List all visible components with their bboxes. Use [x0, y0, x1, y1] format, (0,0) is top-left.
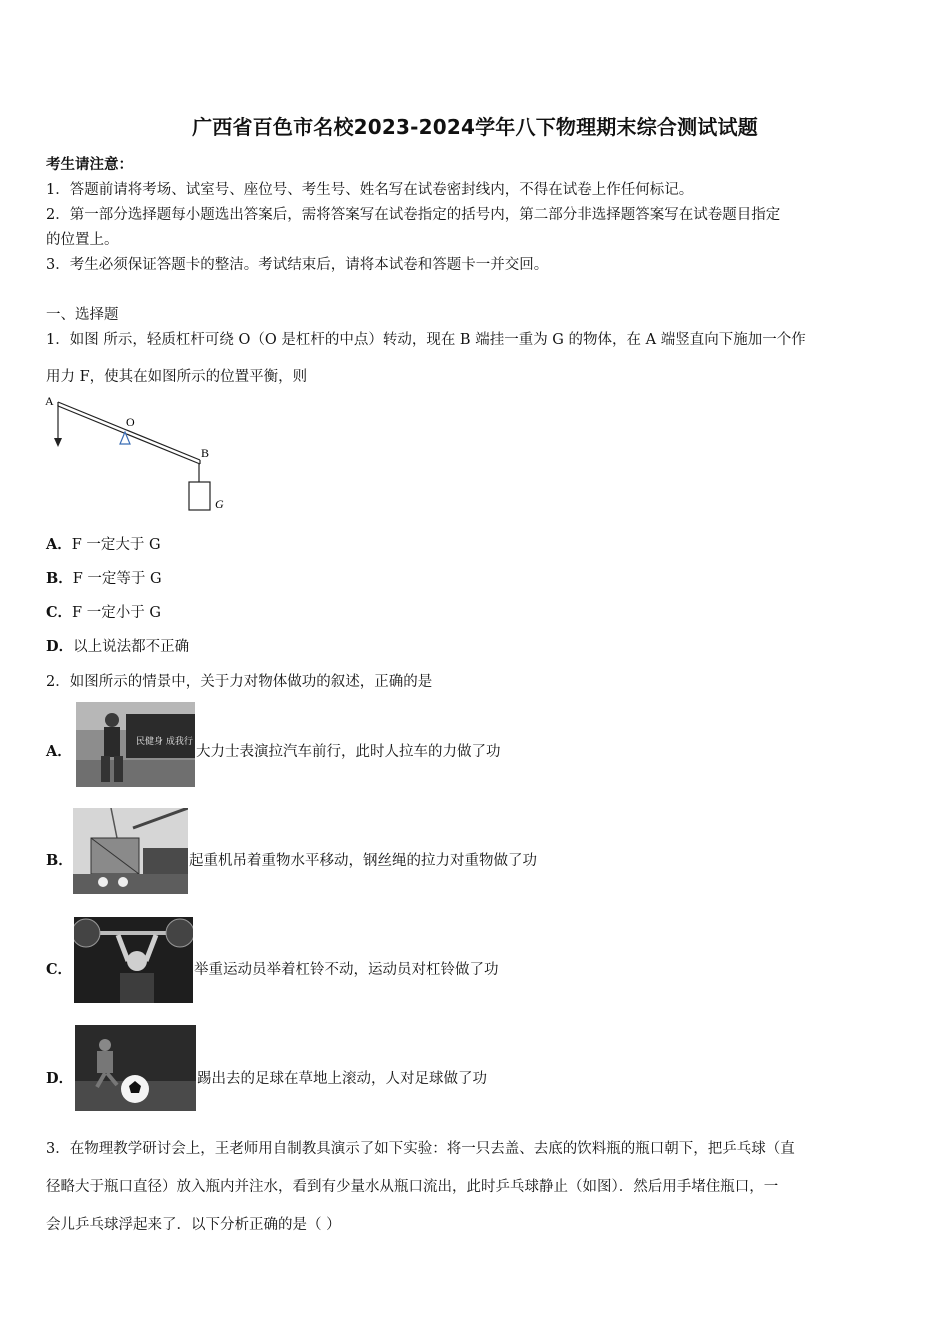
section-heading: 一、选择题 — [46, 307, 119, 323]
question-3-stem-cont: 会儿乒乓球浮起来了．以下分析正确的是（ ） — [46, 1217, 341, 1233]
lever-diagram — [40, 390, 240, 520]
notice-heading: 考生请注意： — [46, 156, 133, 173]
q2-option-c-text: 举重运动员举着杠铃不动，运动员对杠铃做了功 — [194, 962, 499, 978]
question-3-stem: 3．在物理教学研讨会上，王老师用自制教具演示了如下实验：将一只去盖、去底的饮料瓶的瓶口朝下，把乒乓球（直 — [46, 1141, 795, 1157]
weight-box — [189, 482, 210, 510]
q1-option-c: C．F 一定小于 G — [46, 604, 161, 621]
strongman-photo — [76, 702, 195, 787]
q1-option-a: A．F 一定大于 G — [46, 536, 161, 553]
q2-option-c-letter: C． — [46, 961, 73, 978]
q2-option-d-text: 踢出去的足球在草地上滚动，人对足球做了功 — [197, 1071, 487, 1087]
q2-option-d-letter: D． — [46, 1070, 74, 1087]
label-o: O — [126, 415, 135, 429]
svg-text:民健身 成我行: 民健身 成我行 — [136, 737, 193, 747]
q2-option-b-text: 起重机吊着重物水平移动，钢丝绳的拉力对重物做了功 — [189, 853, 537, 869]
question-2-stem: 2．如图所示的情景中，关于力对物体做功的叙述，正确的是 — [46, 674, 433, 690]
q2-option-b-letter: B． — [46, 852, 73, 869]
q2-option-a-text: 大力士表演拉汽车前行，此时人拉车的力做了功 — [196, 744, 501, 760]
notice-item: 3．考生必须保证答题卡的整洁。考试结束后，请将本试卷和答题卡一并交回。 — [46, 257, 549, 273]
label-b: B — [201, 446, 210, 460]
notice-item: 1．答题前请将考场、试室号、座位号、考生号、姓名写在试卷密封线内，不得在试卷上作任何标记。 — [46, 182, 694, 198]
notice-item: 的位置上。 — [46, 232, 119, 248]
force-arrow-head — [54, 438, 62, 447]
question-3-stem-cont: 径略大于瓶口直径）放入瓶内并注水，看到有少量水从瓶口流出，此时乒乓球静止（如图）．然后用手堵住瓶口，一 — [46, 1179, 779, 1195]
soccer-photo — [75, 1025, 196, 1111]
notice-item: 2．第一部分选择题每小题选出答案后，需将答案写在试卷指定的括号内，第二部分非选择题答案写在试卷题目指定 — [46, 207, 781, 223]
page-title: 广西省百色市名校2023-2024学年八下物理期末综合测试试题 — [192, 115, 758, 139]
q2-option-a-letter: A． — [46, 743, 72, 760]
label-a: A — [45, 394, 54, 408]
crane-photo — [73, 808, 188, 894]
question-1-stem: 1．如图 所示，轻质杠杆可绕 O（O 是杠杆的中点）转动，现在 B 端挂一重为 G 的物体，在 A 端竖直向下施加一个作 — [46, 332, 806, 348]
q1-option-d: D．以上说法都不正确 — [46, 638, 190, 655]
q1-option-b: B．F 一定等于 G — [46, 570, 162, 587]
lever-bar-top — [58, 402, 200, 460]
question-1-stem-cont: 用力 F，使其在如图所示的位置平衡，则 — [46, 369, 308, 385]
label-g: G — [215, 497, 224, 511]
weightlifter-photo — [74, 917, 193, 1003]
